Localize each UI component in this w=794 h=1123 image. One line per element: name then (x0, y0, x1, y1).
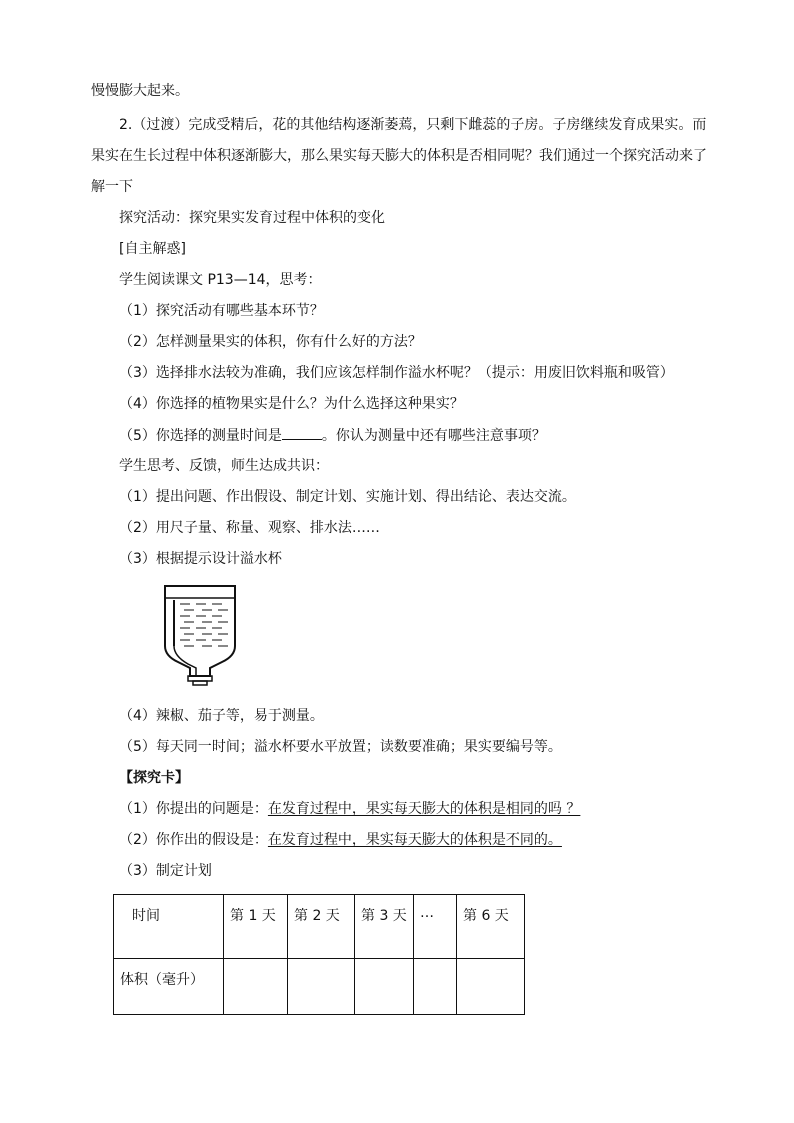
question-item (119, 425, 546, 446)
question-item: （2）怎样测量果实的体积，你有什么好的方法？ (119, 334, 422, 350)
fill-blank (282, 425, 322, 440)
table-cell (414, 959, 457, 1015)
answer-item: （3）根据提示设计溢水杯 (119, 551, 282, 567)
paragraph-line: 2.（过渡）完成受精后，花的其他结构逐渐萎蔫，只剩下雌蕊的子房。子房继续发育成果实。而 (119, 117, 707, 133)
table-cell (288, 959, 355, 1015)
card-item-answer: 在发育过程中，果实每天膨大的体积是相同的吗 ？ (267, 801, 581, 817)
table-row (114, 959, 525, 1015)
card-item (119, 799, 580, 819)
card-item-answer: 在发育过程中，果实每天膨大的体积是不同的。 (267, 832, 562, 848)
table-cell (355, 959, 414, 1015)
question-item: （3）选择排水法较为准确，我们应该怎样制作溢水杯呢？（提示：用废旧饮料瓶和吸管） (119, 365, 674, 381)
section-label: [自主解惑] (119, 241, 186, 257)
table-cell (224, 959, 288, 1015)
card-item-label: （2）你作出的假设是： (119, 832, 268, 848)
table-header-cell: 时间 (114, 895, 224, 959)
overflow-cup-illustration (160, 584, 240, 688)
card-title: 【探究卡】 (119, 770, 189, 786)
answer-item: （1）提出问题、作出假设、制定计划、实施计划、得出结论、表达交流。 (119, 489, 576, 505)
answer-item: （4）辣椒、茄子等，易于测量。 (119, 708, 324, 724)
answer-item: （2）用尺子量、称量、观察、排水法…… (119, 520, 380, 536)
question-item: （4）你选择的植物果实是什么？为什么选择这种果实？ (119, 396, 464, 412)
table-header-cell: 第 2 天 (288, 895, 355, 959)
card-item (119, 830, 562, 850)
table-header-cell: … (414, 895, 457, 959)
answer-item: （5）每天同一时间；溢水杯要水平放置；读数要准确；果实要编号等。 (119, 739, 562, 755)
card-item-label: （1）你提出的问题是： (119, 801, 268, 817)
activity-heading: 探究活动：探究果实发育过程中体积的变化 (119, 210, 385, 226)
table-header-cell: 第 6 天 (457, 895, 525, 959)
paragraph-line: 解一下 (91, 179, 133, 195)
question-text: 。你认为测量中还有哪些注意事项？ (321, 428, 546, 444)
table-header-cell: 第 1 天 (224, 895, 288, 959)
plan-table (113, 894, 525, 1015)
table-cell (457, 959, 525, 1015)
question-text: （5）你选择的测量时间是 (119, 428, 282, 444)
card-item: （3）制定计划 (119, 863, 212, 879)
paragraph-line: 学生思考、反馈，师生达成共识： (119, 458, 329, 474)
paragraph-line: 学生阅读课文 P13—14，思考： (119, 272, 322, 288)
question-item: （1）探究活动有哪些基本环节？ (119, 303, 324, 319)
table-header-cell: 第 3 天 (355, 895, 414, 959)
table-header-row (114, 895, 525, 959)
paragraph-line: 慢慢膨大起来。 (91, 83, 189, 99)
table-row-label: 体积（毫升） (114, 959, 224, 1015)
paragraph-line: 果实在生长过程中体积逐渐膨大，那么果实每天膨大的体积是否相同呢？我们通过一个探究活动来了 (91, 148, 707, 164)
